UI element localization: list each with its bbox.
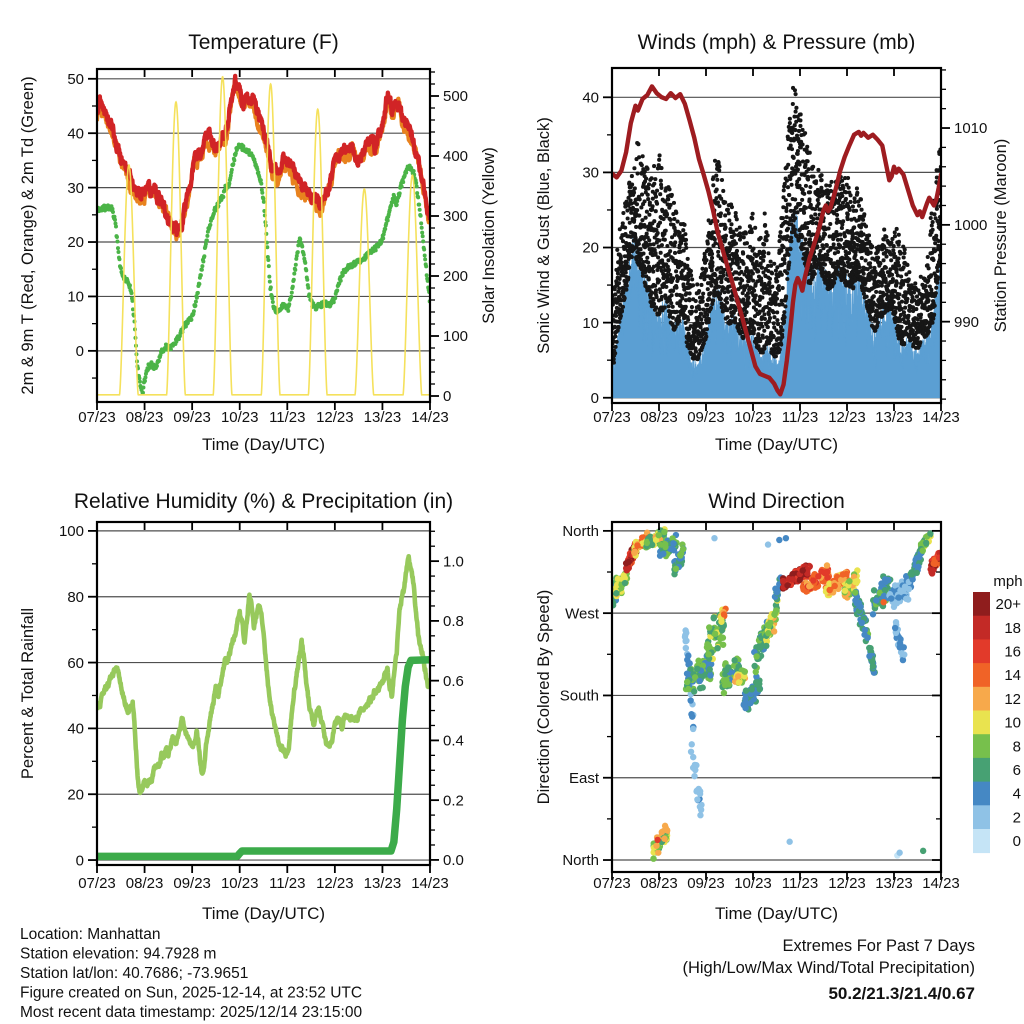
x-tick-label: 14/23 [411,409,449,426]
colorbar-swatch [973,687,990,711]
speed-colorbar [973,592,1021,853]
x-tick-label: 09/23 [173,875,211,892]
x-tick-label: 11/23 [781,875,819,892]
left-axis-ticks [59,523,97,869]
tick-label: 50 [67,70,84,88]
direction-scatter [609,526,944,862]
temperature-right-axis-title: Solar Insolation (Yellow) [480,147,498,324]
tick-label: 990 [954,313,980,331]
colorbar-swatch [973,734,990,758]
x-tick-label: 11/23 [781,409,819,426]
x-tick-label: 13/23 [875,875,913,892]
x-tick-label: 14/23 [411,875,449,892]
colorbar-swatch [973,829,990,853]
temperature-left-axis-title: 2m & 9m T (Red, Orange) & 2m Td (Green) [19,76,37,395]
x-tick-label: 13/23 [875,409,913,426]
x-tick-label: 10/23 [220,409,259,426]
tick-label: 0.8 [443,613,464,631]
panel-wind-direction-title: Wind Direction [708,490,845,513]
tick-label: 20 [67,786,84,804]
tick-label: 20 [67,234,84,252]
tick-label: 20 [582,239,599,257]
series-relative-humidity [97,556,430,793]
tick-label: 60 [67,654,84,672]
right-axis-ticks [932,531,941,860]
x-tick-label: 09/23 [687,409,725,426]
x-tick-label: 09/23 [687,875,725,892]
tick-label: 30 [582,164,599,182]
colorbar-label: 14 [1004,667,1021,685]
colorbar-swatch [973,782,990,806]
x-tick-label: 08/23 [125,875,164,892]
figure-created-timestamp: Figure created on Sun, 2025-12-14, at 23:52 UTC [20,984,363,1002]
tick-label: 1.0 [443,553,464,571]
panel-winds-title: Winds (mph) & Pressure (mb) [637,31,916,54]
temperature-x-axis-title: Time (Day/UTC) [201,435,326,454]
colorbar-swatch [973,805,990,829]
extremes-subtitle: (High/Low/Max Wind/Total Precipitation) [682,959,975,977]
x-tick-label: 14/23 [922,409,960,426]
tick-label: 30 [67,179,84,197]
x-tick-label: 09/23 [173,409,211,426]
right-axis-ticks [430,531,464,869]
tick-label: 0 [75,343,84,361]
tick-label: South [559,687,599,705]
series-layer [97,556,430,856]
tick-label: North [562,852,599,870]
tick-label: 0 [590,389,599,407]
extremes-values: 50.2/21.3/21.4/0.67 [828,984,975,1003]
x-tick-label: 11/23 [269,409,306,426]
tick-label: 100 [443,328,469,346]
tick-label: 40 [67,720,84,738]
x-tick-label: 11/23 [269,875,306,892]
tick-label: 80 [67,588,84,606]
tick-label: North [562,523,599,541]
station-info [20,926,362,1021]
colorbar-swatch [973,711,990,735]
x-tick-label: 12/23 [316,875,354,892]
tick-label: 1000 [954,217,988,235]
panel-humidity-precip [19,490,464,923]
tick-label: 500 [443,88,469,106]
panel-humidity-title: Relative Humidity (%) & Precipitation (in) [73,490,454,513]
colorbar-label: 12 [1004,690,1021,708]
x-tick-label: 12/23 [828,875,866,892]
x-tick-label: 12/23 [316,409,354,426]
tick-label: 40 [582,89,599,107]
humidity-left-axis-title: Percent & Total Rainfall [19,607,37,780]
tick-label: 0.6 [443,672,464,690]
x-tick-label: 13/23 [363,875,402,892]
series-layer [95,76,432,395]
colorbar-swatch [973,758,990,782]
tick-label: 300 [443,208,469,226]
tick-label: 10 [582,314,599,332]
tick-label: 40 [67,125,84,143]
right-axis-ticks [941,70,987,399]
x-tick-label: 08/23 [125,409,164,426]
series-layer [610,86,943,398]
x-tick-label: 10/23 [220,875,259,892]
x-tick-label: 13/23 [363,409,402,426]
tick-label: 100 [58,523,84,541]
recent-data-timestamp: Most recent data timestamp: 2025/12/14 23:15:00 [20,1004,363,1021]
colorbar-label: 16 [1004,643,1021,661]
tick-label: 0 [75,852,84,870]
tick-label: West [565,605,599,623]
x-tick-label: 08/23 [640,409,678,426]
direction-x-axis-title: Time (Day/UTC) [714,904,839,923]
winds-plot [582,68,987,426]
tick-label: 0.2 [443,792,464,810]
colorbar-label: 4 [1012,785,1021,803]
tick-label: 0 [443,388,452,406]
x-tick-label: 07/23 [78,409,116,426]
right-axis-ticks [430,72,468,405]
humidity-plot [59,522,464,892]
colorbar-swatch [973,639,990,663]
x-tick-label: 10/23 [734,875,772,892]
station-latlon: Station lat/lon: 40.7686; -73.9651 [20,965,249,982]
tick-label: 0.0 [443,852,464,870]
tick-label: 200 [443,268,469,286]
station-location: Location: Manhattan [20,926,161,943]
tick-label: East [568,769,599,787]
tick-label: 10 [67,288,84,306]
winds-right-axis-title: Station Pressure (Maroon) [992,138,1010,333]
colorbar-label: 18 [1004,619,1021,637]
panel-wind-direction [535,490,1023,923]
tick-label: 1010 [954,120,988,138]
station-elevation: Station elevation: 94.7928 m [20,945,217,963]
colorbar-swatch [973,592,990,616]
plot-frame [612,522,941,872]
panel-temperature [19,31,498,454]
tick-label: 0.4 [443,732,464,750]
panel-winds-pressure [535,31,1010,454]
direction-left-axis-title: Direction (Colored By Speed) [535,589,553,805]
colorbar-swatch [973,663,990,687]
left-axis-ticks [67,71,97,378]
colorbar-label: 20+ [995,596,1021,614]
colorbar-label: 6 [1012,761,1021,779]
panel-temperature-title: Temperature (F) [188,31,339,54]
colorbar-title: mph [993,573,1023,590]
left-axis-ticks [582,89,612,406]
colorbar-label: 8 [1012,738,1021,756]
x-tick-label: 07/23 [593,875,631,892]
colorbar-swatch [973,616,990,640]
x-tick-label: 07/23 [593,409,631,426]
extremes-block [682,937,975,1003]
x-tick-label: 14/23 [922,875,960,892]
plot-frame [97,522,430,865]
left-axis-ticks [560,523,612,869]
x-tick-label: 12/23 [828,409,866,426]
winds-left-axis-title: Sonic Wind & Gust (Blue, Black) [535,117,553,354]
colorbar-label: 10 [1004,714,1021,732]
gridlines [97,531,430,860]
temperature-plot [67,69,468,426]
x-tick-label: 07/23 [78,875,116,892]
tick-label: 400 [443,148,469,166]
wind-direction-plot [560,522,960,892]
colorbar-label: 2 [1012,809,1021,827]
winds-x-axis-title: Time (Day/UTC) [714,435,839,454]
extremes-title: Extremes For Past 7 Days [782,937,975,955]
x-tick-label: 10/23 [734,409,772,426]
x-tick-label: 08/23 [640,875,678,892]
humidity-x-axis-title: Time (Day/UTC) [201,904,326,923]
colorbar-label: 0 [1012,833,1021,851]
